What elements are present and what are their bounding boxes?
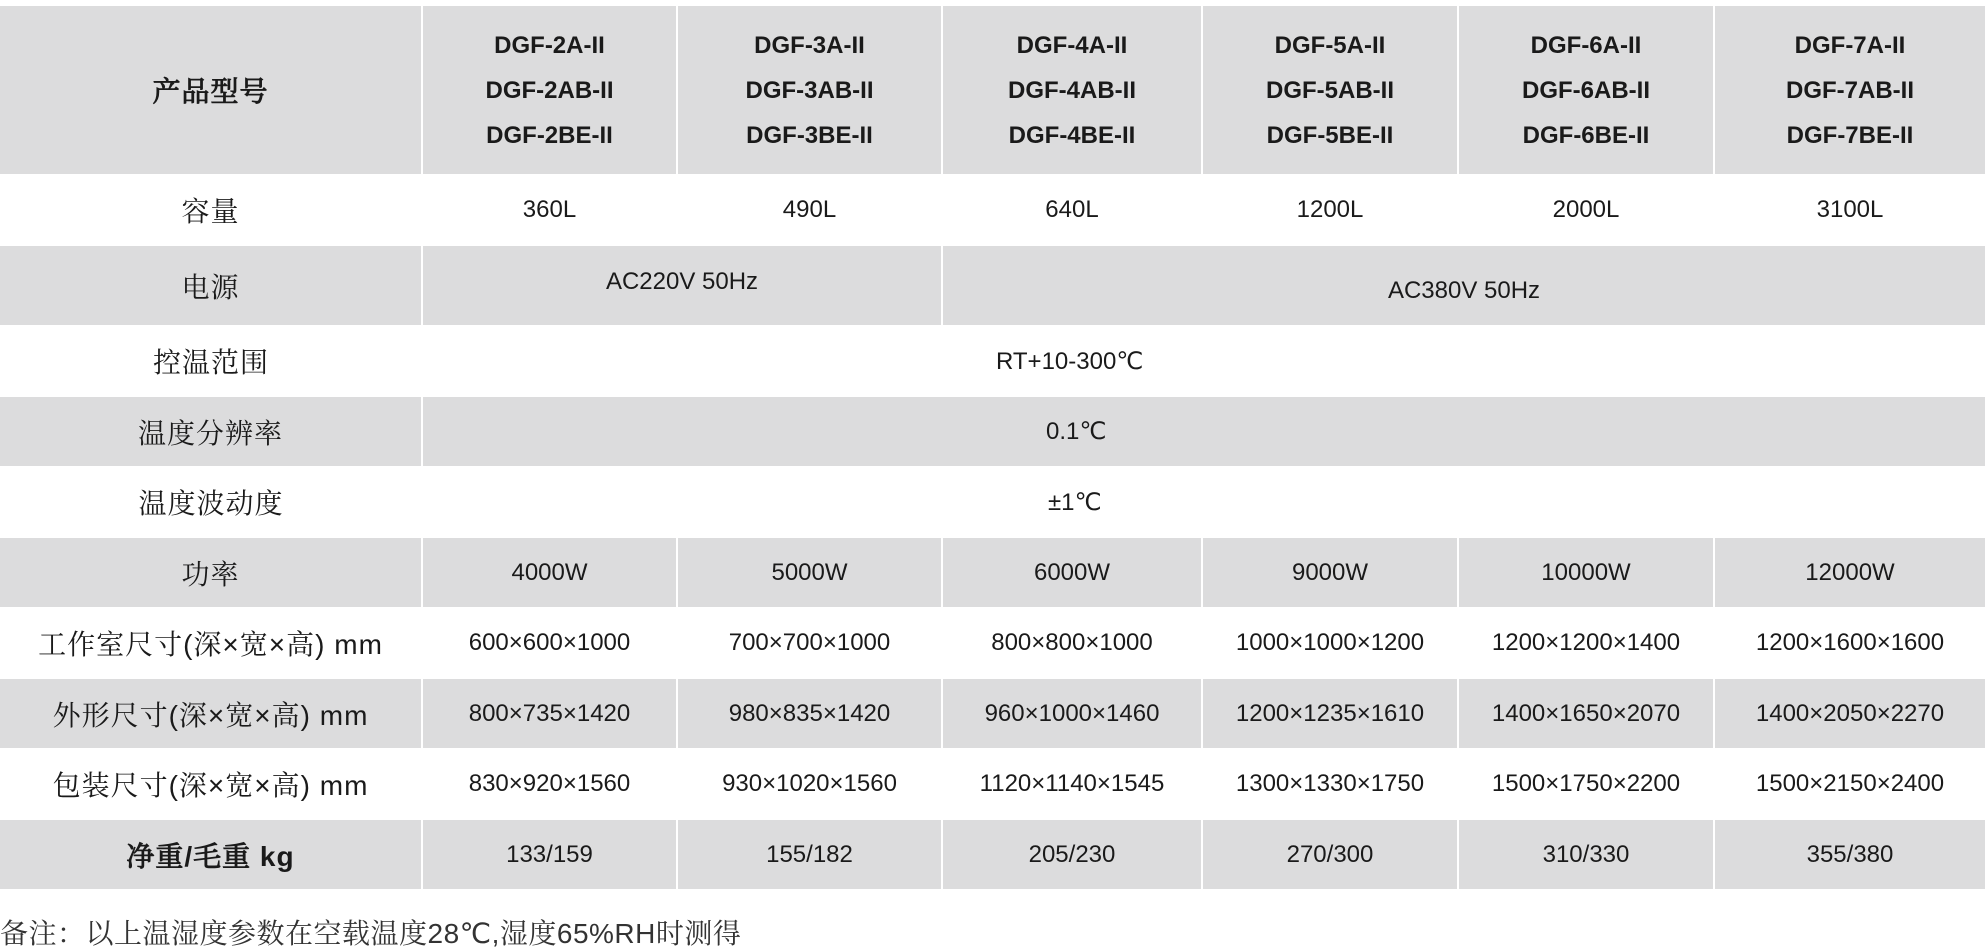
power-value: 4000W <box>422 538 677 607</box>
outer-size-value: 1400×2050×2270 <box>1714 679 1985 748</box>
power-value: 9000W <box>1202 538 1458 607</box>
capacity-value: 360L <box>422 174 677 246</box>
model-name: DGF-7AB-II <box>1786 76 1914 104</box>
power-supply-value: AC380V 50Hz <box>942 246 1985 325</box>
outer-size-value: 980×835×1420 <box>677 679 942 748</box>
temp-range-value: RT+10-300℃ <box>422 325 1985 397</box>
row-label: 容量 <box>0 174 422 246</box>
model-cell <box>1714 6 1985 174</box>
power-value: 6000W <box>942 538 1202 607</box>
weight-row <box>0 820 1985 889</box>
capacity-value: 1200L <box>1202 174 1458 246</box>
model-name: DGF-5AB-II <box>1266 76 1394 104</box>
model-name: DGF-7BE-II <box>1786 121 1914 149</box>
weight-value: 155/182 <box>677 820 942 889</box>
spec-table <box>0 6 1985 889</box>
row-label: 温度波动度 <box>0 466 422 538</box>
temp-fluctuation-row <box>0 466 1985 538</box>
footnote: 备注：以上温湿度参数在空载温度28℃,湿度65%RH时测得 <box>0 918 742 949</box>
chamber-size-value: 700×700×1000 <box>677 607 942 679</box>
temp-resolution-value: 0.1℃ <box>422 397 1985 466</box>
package-size-value: 1120×1140×1545 <box>942 748 1202 820</box>
capacity-value: 640L <box>942 174 1202 246</box>
model-cell <box>422 6 677 174</box>
package-size-value: 930×1020×1560 <box>677 748 942 820</box>
capacity-value: 3100L <box>1714 174 1985 246</box>
chamber-size-value: 1200×1200×1400 <box>1458 607 1714 679</box>
model-name: DGF-3AB-II <box>745 76 874 104</box>
model-name: DGF-3BE-II <box>746 121 873 149</box>
weight-value: 133/159 <box>422 820 677 889</box>
temp-resolution-row <box>0 397 1985 466</box>
chamber-size-row <box>0 607 1985 679</box>
model-name: DGF-6A-II <box>1530 31 1642 59</box>
model-name: DGF-4BE-II <box>1008 121 1136 149</box>
model-cell <box>1202 6 1458 174</box>
power-value: 12000W <box>1714 538 1985 607</box>
row-label: 工作室尺寸(深×宽×高) mm <box>0 607 422 679</box>
row-label: 温度分辨率 <box>0 397 422 466</box>
capacity-value: 2000L <box>1458 174 1714 246</box>
weight-value: 270/300 <box>1202 820 1458 889</box>
capacity-row <box>0 174 1985 246</box>
model-name: DGF-5A-II <box>1274 31 1386 59</box>
model-cell <box>942 6 1202 174</box>
model-name: DGF-5BE-II <box>1266 121 1394 149</box>
weight-value: 355/380 <box>1714 820 1985 889</box>
outer-size-row <box>0 679 1985 748</box>
model-name: DGF-2BE-II <box>486 121 613 149</box>
model-cell <box>1458 6 1714 174</box>
outer-size-value: 1200×1235×1610 <box>1202 679 1458 748</box>
model-cell <box>677 6 942 174</box>
model-name: DGF-4AB-II <box>1008 76 1136 104</box>
outer-size-value: 960×1000×1460 <box>942 679 1202 748</box>
chamber-size-value: 1000×1000×1200 <box>1202 607 1458 679</box>
package-size-row <box>0 748 1985 820</box>
package-size-value: 1500×2150×2400 <box>1714 748 1985 820</box>
model-name: DGF-6BE-II <box>1522 121 1650 149</box>
temp-range-row <box>0 325 1985 397</box>
package-size-value: 1500×1750×2200 <box>1458 748 1714 820</box>
power-supply-row <box>0 246 1985 325</box>
power-value: 5000W <box>677 538 942 607</box>
outer-size-value: 800×735×1420 <box>422 679 677 748</box>
model-name: DGF-7A-II <box>1794 31 1906 59</box>
power-value: 10000W <box>1458 538 1714 607</box>
temp-fluctuation-value: ±1℃ <box>422 466 1985 538</box>
capacity-value: 490L <box>677 174 942 246</box>
row-label: 功率 <box>0 538 422 607</box>
model-name: DGF-4A-II <box>1016 31 1128 59</box>
model-name: DGF-6AB-II <box>1522 76 1650 104</box>
chamber-size-value: 600×600×1000 <box>422 607 677 679</box>
header-row <box>0 6 1985 174</box>
weight-value: 205/230 <box>942 820 1202 889</box>
chamber-size-value: 800×800×1000 <box>942 607 1202 679</box>
model-label: 产品型号 <box>0 6 422 174</box>
chamber-size-value: 1200×1600×1600 <box>1714 607 1985 679</box>
row-label: 电源 <box>0 246 422 325</box>
row-label: 控温范围 <box>0 325 422 397</box>
model-name: DGF-3A-II <box>754 31 865 59</box>
row-label: 净重/毛重 kg <box>0 820 422 889</box>
package-size-value: 830×920×1560 <box>422 748 677 820</box>
row-label: 包装尺寸(深×宽×高) mm <box>0 748 422 820</box>
row-label: 外形尺寸(深×宽×高) mm <box>0 679 422 748</box>
package-size-value: 1300×1330×1750 <box>1202 748 1458 820</box>
outer-size-value: 1400×1650×2070 <box>1458 679 1714 748</box>
power-supply-value: AC220V 50Hz <box>422 246 942 325</box>
weight-value: 310/330 <box>1458 820 1714 889</box>
model-name: DGF-2AB-II <box>485 76 614 104</box>
model-name: DGF-2A-II <box>494 31 605 59</box>
power-row <box>0 538 1985 607</box>
